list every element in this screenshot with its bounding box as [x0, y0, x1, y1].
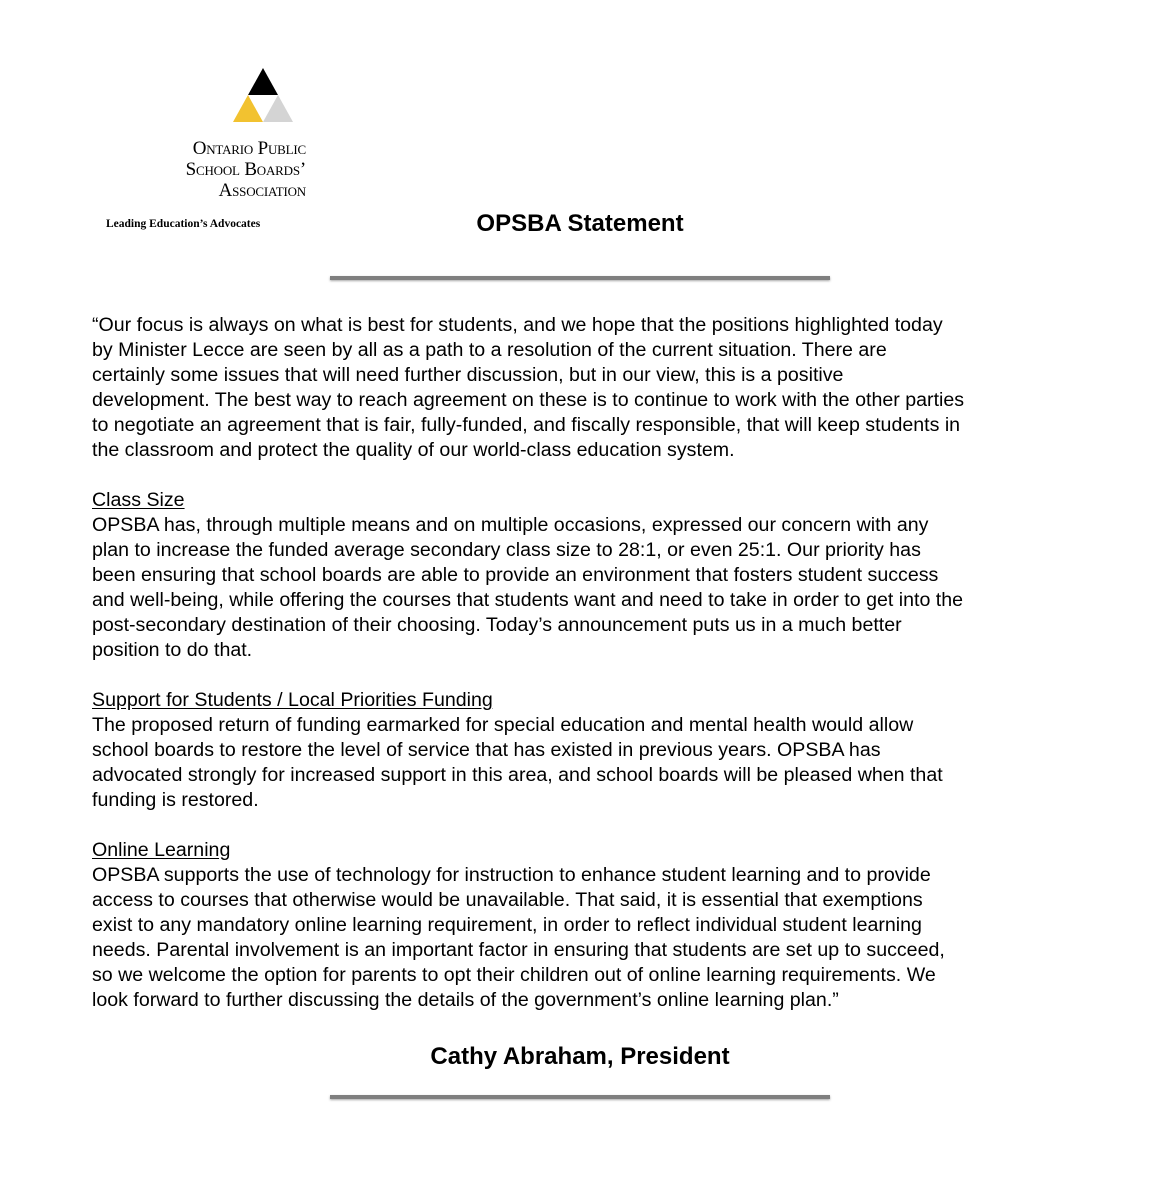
intro-line: development. The best way to reach agreement on these is to continue to work with the other parties	[92, 389, 965, 411]
section-heading: Support for Students / Local Priorities Funding	[92, 689, 493, 711]
section-line: position to do that.	[92, 639, 253, 661]
intro-line: the classroom and protect the quality of our world-class education system.	[92, 439, 735, 461]
org-name-line-1: Ontario Public	[192, 138, 306, 159]
statement-title: OPSBA Statement	[476, 210, 684, 237]
section-line: post-secondary destination of their choosing. Today’s announcement puts us in a much better	[92, 614, 902, 636]
section-line: OPSBA has, through multiple means and on multiple occasions, expressed our concern with any	[92, 514, 929, 536]
intro-line: “Our focus is always on what is best for students, and we hope that the positions highlighted today	[92, 314, 943, 336]
triangle-logo-icon	[228, 66, 298, 124]
bottom-divider	[330, 1095, 830, 1099]
section-line: OPSBA supports the use of technology for instruction to enhance student learning and to provide	[92, 864, 931, 886]
intro-line: by Minister Lecce are seen by all as a path to a resolution of the current situation. There are	[92, 339, 887, 361]
top-divider	[330, 276, 830, 280]
org-name-line-2: School Boards’	[185, 159, 306, 180]
section-line: and well-being, while offering the courses that students want and need to take in order to get into the	[92, 589, 964, 611]
section-line: plan to increase the funded average secondary class size to 28:1, or even 25:1. Our priority has	[92, 539, 921, 561]
intro-line: to negotiate an agreement that is fair, fully-funded, and fiscally responsible, that will keep students in	[92, 414, 961, 436]
section-class-size	[92, 488, 1082, 663]
section-line: look forward to further discussing the details of the government’s online learning plan.”	[92, 989, 839, 1011]
logo-left-triangle	[233, 95, 263, 122]
section-line: been ensuring that school boards are able to provide an environment that fosters student success	[92, 564, 939, 586]
section-line: access to courses that otherwise would be unavailable. That said, it is essential that exemptions	[92, 889, 923, 911]
letterhead-logo	[106, 66, 306, 236]
section-support-for-students	[92, 688, 1082, 813]
org-name	[136, 138, 306, 201]
section-line: needs. Parental involvement is an important factor in ensuring that students are set up to succeed,	[92, 939, 945, 961]
intro-line: certainly some issues that will need further discussion, but in our view, this is a positive	[92, 364, 844, 386]
section-heading: Online Learning	[92, 839, 231, 861]
org-name-line-3: Association	[218, 180, 306, 201]
section-line: advocated strongly for increased support in this area, and school boards will be pleased when that	[92, 764, 943, 786]
section-line: school boards to restore the level of service that has existed in previous years. OPSBA has	[92, 739, 881, 761]
org-tagline: Leading Education’s Advocates	[106, 218, 261, 230]
statement-body	[92, 313, 1082, 1038]
logo-top-triangle	[248, 68, 278, 95]
section-online-learning	[92, 838, 1082, 1013]
signature: Cathy Abraham, President	[430, 1043, 730, 1070]
section-line: The proposed return of funding earmarked for special education and mental health would allow	[92, 714, 914, 736]
logo-right-triangle	[263, 95, 293, 122]
section-line: so we welcome the option for parents to opt their children out of online learning requirements. We	[92, 964, 936, 986]
section-heading: Class Size	[92, 489, 185, 511]
section-line: exist to any mandatory online learning requirement, in order to reflect individual student learning	[92, 914, 922, 936]
intro-paragraph	[92, 313, 1082, 463]
section-line: funding is restored.	[92, 789, 259, 811]
